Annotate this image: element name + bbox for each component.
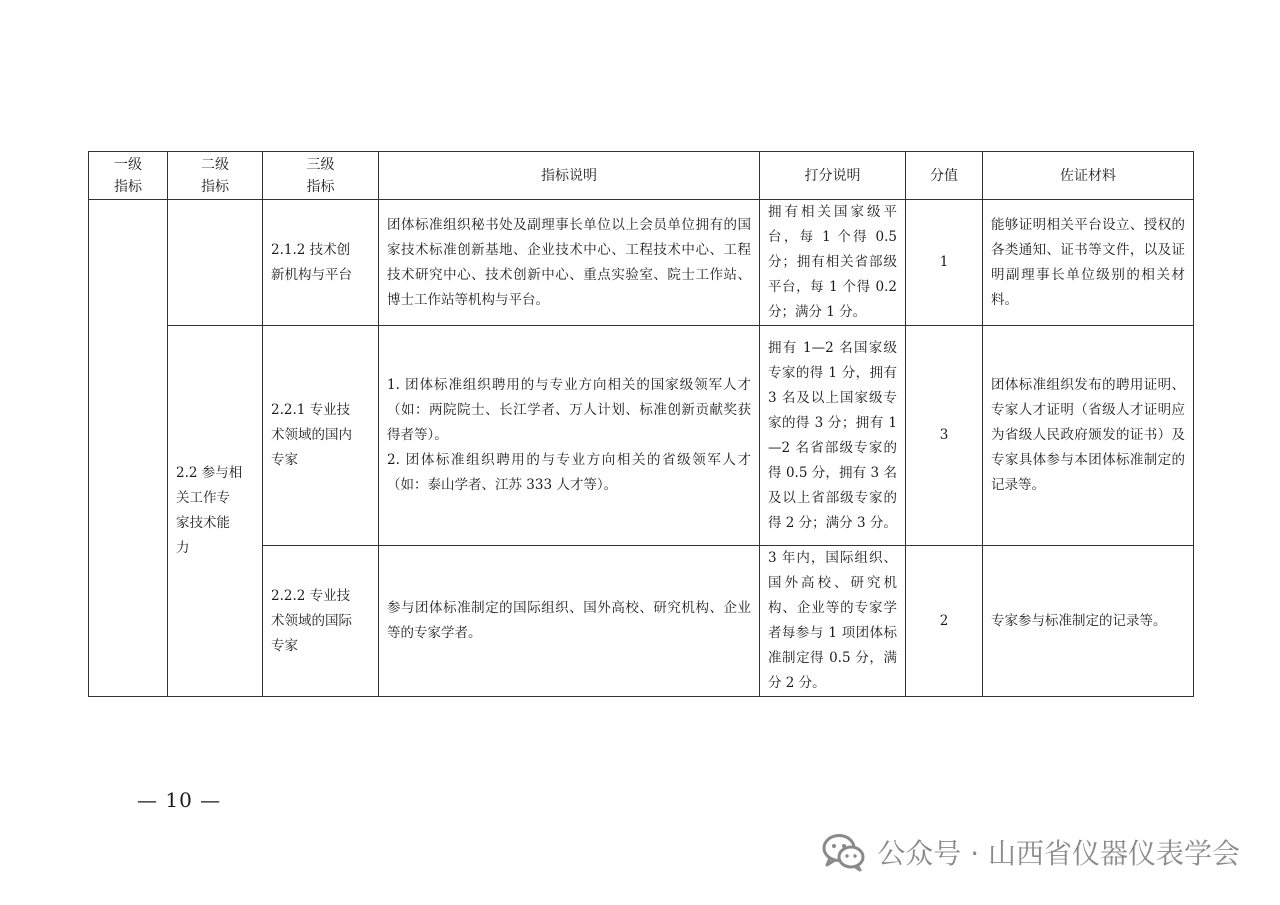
score-cell: 2 xyxy=(906,546,983,697)
score-cell: 1 xyxy=(906,200,983,326)
header-evidence: 佐证材料 xyxy=(983,152,1194,200)
header-scoring: 打分说明 xyxy=(760,152,906,200)
level3-cell: 2.1.2 技术创 新机构与平台 xyxy=(263,200,379,326)
table-row xyxy=(89,326,1194,546)
level3-cell: 2.2.2 专业技 术领域的国际 专家 xyxy=(263,546,379,697)
description-cell: 1. 团体标准组织聘用的与专业方向相关的国家级领军人才（如：两院院士、长江学者、万人计划、标准创新贡献奖获得者等）。 2. 团体标准组织聘用的与专业方向相关的省级领军人才（如：泰山学者、江苏 333 人才等）。 xyxy=(379,326,760,546)
header-level1: 一级 指标 xyxy=(89,152,168,200)
scoring-cell: 拥有相关国家级平台，每 1 个得 0.5 分；拥有相关省部级平台，每 1 个得 0.2 分；满分 1 分。 xyxy=(760,200,906,326)
wechat-icon xyxy=(821,832,867,872)
level1-cell xyxy=(89,200,168,697)
score-cell: 3 xyxy=(906,326,983,546)
scoring-cell: 3 年内，国际组织、国外高校、研究机构、企业等的专家学者每参与 1 项团体标准制定得 0.5 分，满分 2 分。 xyxy=(760,546,906,697)
level3-cell: 2.2.1 专业技 术领域的国内 专家 xyxy=(263,326,379,546)
table-header-row xyxy=(89,152,1194,200)
description-cell: 团体标准组织秘书处及副理事长单位以上会员单位拥有的国家技术标准创新基地、企业技术中心、工程技术中心、工程技术研究中心、技术创新中心、重点实验室、院士工作站、博士工作站等机构与平台。 xyxy=(379,200,760,326)
page-number: — 10 — xyxy=(137,788,222,812)
header-description: 指标说明 xyxy=(379,152,760,200)
evidence-cell: 能够证明相关平台设立、授权的各类通知、证书等文件，以及证明副理事长单位级别的相关材料。 xyxy=(983,200,1194,326)
evidence-cell: 团体标准组织发布的聘用证明、专家人才证明（省级人才证明应为省级人民政府颁发的证书）及专家具体参与本团体标准制定的记录等。 xyxy=(983,326,1194,546)
watermark-text: 公众号 · 山西省仪器仪表学会 xyxy=(877,837,1240,870)
evidence-cell: 专家参与标准制定的记录等。 xyxy=(983,546,1194,697)
header-level3: 三级 指标 xyxy=(263,152,379,200)
description-cell: 参与团体标准制定的国际组织、国外高校、研究机构、企业等的专家学者。 xyxy=(379,546,760,697)
table-row xyxy=(89,200,1194,326)
level2-cell xyxy=(168,200,263,326)
header-level2: 二级 指标 xyxy=(168,152,263,200)
scoring-cell: 拥有 1—2 名国家级专家的得 1 分，拥有 3 名及以上国家级专家的得 3 分；拥有 1—2 名省部级专家的得 0.5 分，拥有 3 名及以上省部级专家的得 2 分；满分 3 分。 xyxy=(760,326,906,546)
level2-cell: 2.2 参与相 关工作专 家技术能 力 xyxy=(168,326,263,697)
wechat-watermark xyxy=(821,832,1240,872)
evaluation-table xyxy=(88,151,1194,697)
header-score: 分值 xyxy=(906,152,983,200)
